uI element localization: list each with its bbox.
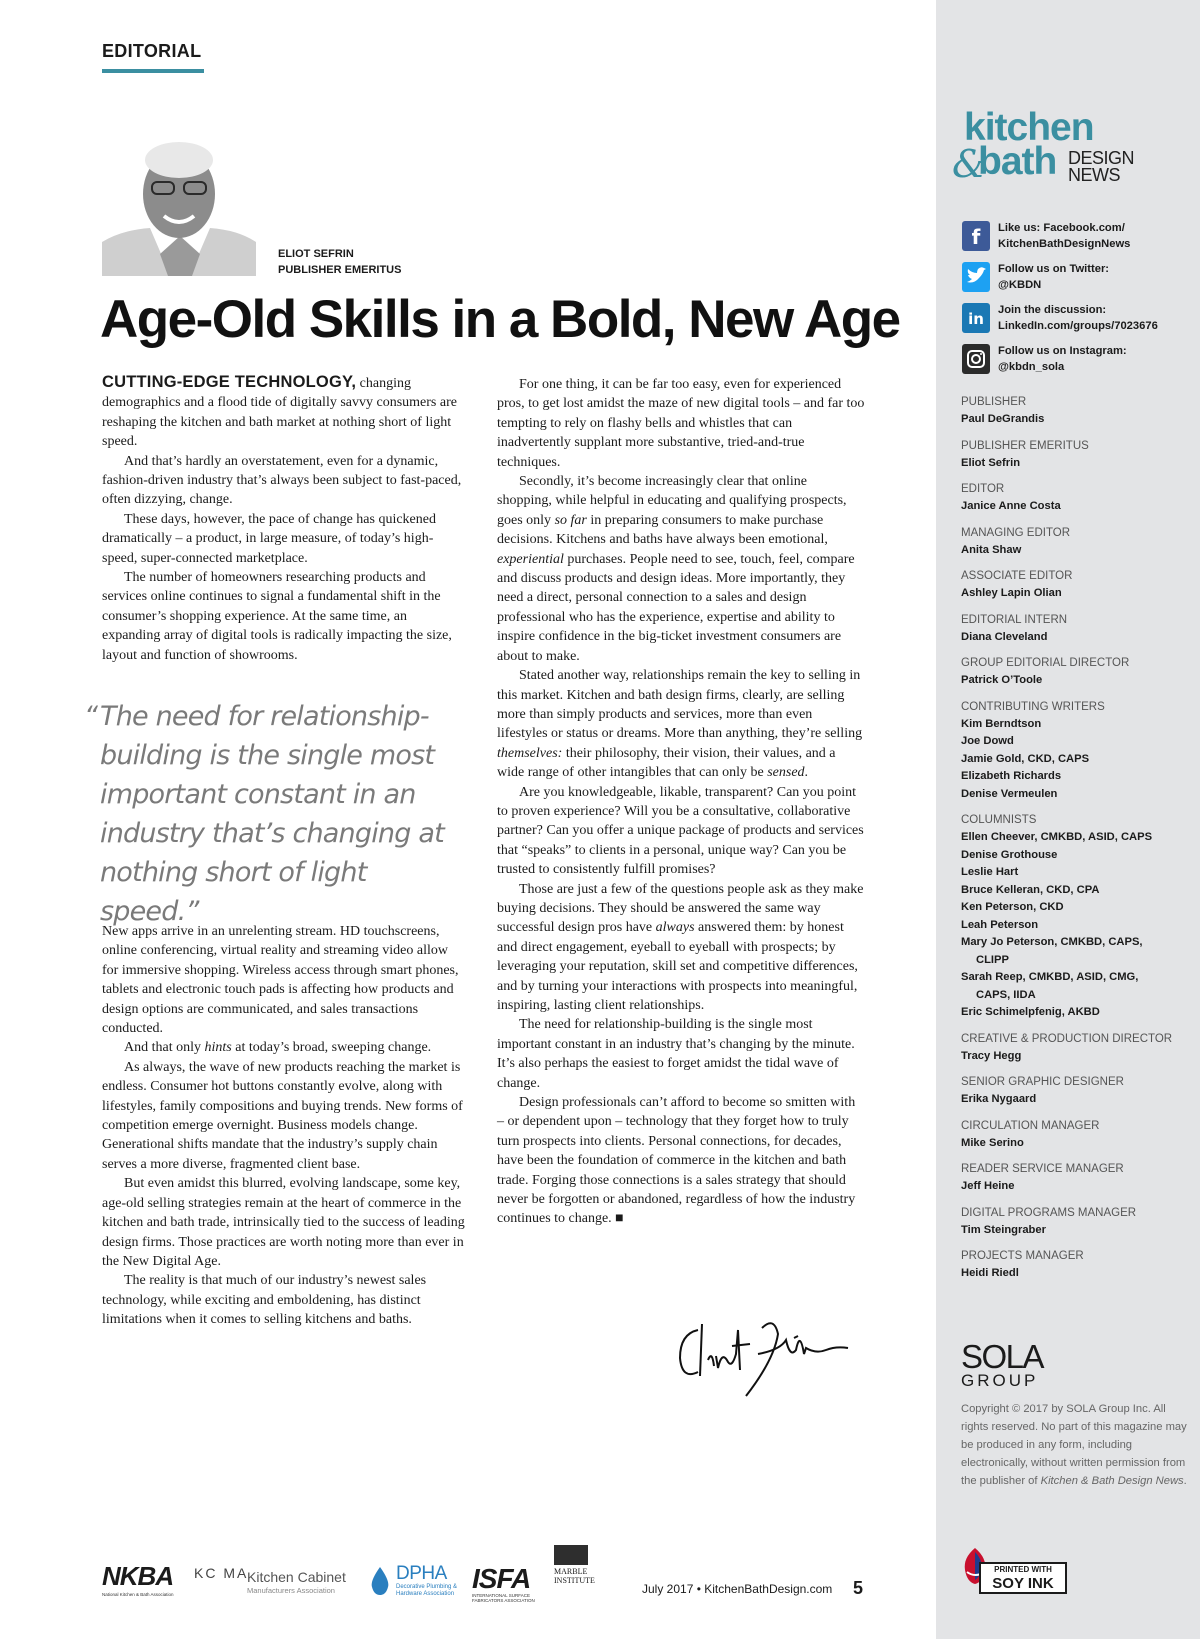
kbdn-logo — [952, 106, 1196, 192]
article-column-1-bottom — [102, 922, 467, 1330]
pull-quote-text: The need for relationship-building is the single most important constant in an industry that’s changing at nothing short of light speed.” — [100, 701, 444, 927]
masthead-entry: CIRCULATION MANAGER Mike Serino — [961, 1119, 1100, 1149]
signature — [676, 1310, 856, 1400]
paragraph: Stated another way, relationships remain the key to selling in this market. Kitchen and bath design firms, clearly, are selling more than simply products and services, more than even lifestyles or status or dreams. More than anything, they’re selling themselves: their philosophy, their vision, their values, and a wide range of other intangibles that can only be sensed. — [497, 668, 863, 781]
soy-ink-bottom-text: SOY INK — [992, 1575, 1054, 1592]
paragraph: CUTTING-EDGE TECHNOLOGY, changing demographics and a flood tide of digitally savvy consumers are reshaping the kitchen and bath market at nothing short of light speed. — [102, 373, 457, 450]
social-facebook[interactable]: f Like us: Facebook.com/ KitchenBathDesignNews — [962, 220, 1194, 261]
masthead-entry: ASSOCIATE EDITOR Ashley Lapin Olian — [961, 570, 1073, 599]
headline: Age-Old Skills in a Bold, New Age — [100, 290, 900, 349]
sola-group-logo — [961, 1338, 1044, 1390]
association-logos — [102, 1545, 602, 1605]
copyright-notice: Copyright © 2017 by SOLA Group Inc. All rights reserved. No part of this magazine may be produced in any form, including electronically, without written permission from the publisher of Kitchen & Bath Design News. — [961, 1403, 1187, 1487]
social-linkedin[interactable]: in Join the discussion: LinkedIn.com/groups/7023676 — [962, 302, 1194, 343]
author-title: PUBLISHER EMERITUS — [278, 264, 402, 276]
paragraph: New apps arrive in an unrelenting stream. HD touchscreens, online conferencing, virtual reality and streaming video allow for immersive shopping. Wireless access through smart phones, tablets and electronic touch pads is affecting how products and design options are communicated, and sales transactions conducted. — [102, 924, 459, 1037]
masthead-entry: SENIOR GRAPHIC DESIGNER Erika Nygaard — [961, 1076, 1124, 1105]
page-number: 5 — [853, 1578, 864, 1598]
paragraph: The reality is that much of our industry’s newest sales technology, while exciting and emboldening, has distinct limitations when it comes to selling kitchens and baths. — [102, 1273, 427, 1328]
paragraph: But even amidst this blurred, evolving landscape, some key, age-old selling strategies remain at the heart of commerce in the kitchen and bath trade, intrinsically tied to the success of leading design firms. Those practices are worth noting more than ever in the New Digital Age. — [102, 1176, 465, 1269]
masthead-staff-list — [961, 394, 1193, 1292]
paragraph: As always, the wave of new products reaching the market is endless. Consumer hot buttons constantly evolve, along with lifestyles, family compositions and buying trends. New forms of competition emerge overnight. Business models change. Generational shifts mandate that the industry’s supply chain serves a more diverse, fragmented client base. — [102, 1059, 463, 1172]
masthead-entry: PROJECTS MANAGER Heidi Riedl — [961, 1250, 1084, 1279]
marble-institute-name: MARBLE INSTITUTE — [554, 1567, 595, 1585]
masthead-entry: READER SERVICE MANAGER Jeff Heine — [961, 1163, 1124, 1192]
facebook-icon: f — [962, 221, 990, 251]
logo-ampersand: & — [952, 142, 986, 186]
paragraph: For one thing, it can be far too easy, even for experienced pros, to get lost amidst the maze of new digital tools – and far too tempting to rely on flashy bells and whistles that can inadvertently supplant more substantive, tried-and-true techniques. — [497, 377, 865, 470]
social-links — [962, 220, 1194, 384]
paragraph: And that only hints at today’s broad, sweeping change. — [124, 1040, 432, 1056]
byline — [278, 246, 401, 278]
masthead-entry: CREATIVE & PRODUCTION DIRECTOR Tracy Hegg — [961, 1032, 1173, 1062]
isfa-tagline: INTERNATIONAL SURFACE FABRICATORS ASSOCIATION — [472, 1593, 535, 1603]
masthead-entry: EDITORIAL INTERN Diana Cleveland — [961, 613, 1068, 643]
pull-quote — [84, 697, 464, 931]
masthead-entry: GROUP EDITORIAL DIRECTOR Patrick O’Toole — [961, 657, 1130, 686]
dpha-tagline: Decorative Plumbing & Hardware Association — [396, 1584, 458, 1597]
kcma-mark: KC MA — [194, 1565, 249, 1581]
linkedin-icon: in — [962, 303, 990, 333]
folio: July 2017 • KitchenBathDesign.com — [642, 1582, 833, 1596]
paragraph: These days, however, the pace of change has quickened dramatically – a product, in large measure, of today’s high-speed, super-connected marketplace. — [102, 511, 436, 566]
masthead-sidebar — [936, 0, 1200, 1639]
instagram-icon — [962, 344, 990, 374]
lead-in: CUTTING-EDGE TECHNOLOGY, — [102, 373, 357, 391]
logo-bath: bath — [978, 140, 1057, 183]
masthead-entry: PUBLISHER Paul DeGrandis — [961, 396, 1045, 425]
social-twitter[interactable]: Follow us on Twitter: @KBDN — [962, 261, 1194, 302]
logo-design-news: DESIGN NEWS — [1068, 148, 1135, 185]
masthead-entry: PUBLISHER EMERITUS Eliot Sefrin — [961, 439, 1089, 469]
section-underline — [102, 69, 204, 73]
paragraph: The number of homeowners researching products and services online continues to signal a fundamental shift in the consumer’s shopping experience. At the same time, an expanding array of digital tools is radically impacting the size, layout and function of showrooms. — [102, 570, 452, 663]
kcma-name: Kitchen Cabinet — [247, 1569, 346, 1585]
paragraph: And that’s hardly an overstatement, even for a dynamic, fashion-driven industry that’s always been subject to fast-paced, often dizzying, change. — [102, 453, 462, 508]
social-instagram[interactable]: Follow us on Instagram: @kbdn_sola — [962, 343, 1194, 384]
kcma-tagline: Manufacturers Association — [247, 1586, 335, 1595]
marble-institute-emblem — [554, 1545, 588, 1565]
nkba-logo: NKBA — [102, 1561, 174, 1591]
sola-wordmark: SOLA — [961, 1338, 1044, 1375]
nkba-tagline: National Kitchen & Bath Association — [102, 1592, 174, 1597]
section-label: EDITORIAL — [102, 41, 202, 61]
masthead-entry: MANAGING EDITOR Anita Shaw — [961, 526, 1071, 556]
soy-ink-top-text: PRINTED WITH — [994, 1565, 1052, 1574]
pull-quote-open-mark: “ — [84, 701, 98, 732]
soy-ink-badge — [961, 1548, 1069, 1596]
paragraph: The need for relationship-building is the single most important constant in an industry that’s changing by the minute. It’s also perhaps the easiest to forget amidst the tidal wave of change. — [497, 1017, 855, 1091]
masthead-entry: CONTRIBUTING WRITERS Kim Berndtson Joe Dowd Jamie Gold, CKD, CAPS Elizabeth Richards Denise Vermeulen — [961, 700, 1105, 800]
masthead-entry: DIGITAL PROGRAMS MANAGER Tim Steingraber — [961, 1206, 1137, 1236]
dpha-logo: DPHA — [396, 1563, 447, 1584]
sola-group-wordmark: GROUP — [961, 1371, 1039, 1390]
author-name: ELIOT SEFRIN — [278, 248, 354, 260]
masthead-entry: COLUMNISTS Ellen Cheever, CMKBD, ASID, CAPS Denise Grothouse Leslie Hart Bruce Kelleran, CKD, CPA Ken Peterson, CKD Leah Peterson Mary Jo Peterson, CMKBD, CAPS, CLIPP Sarah Reep, CMKBD, ASID, CMG, CAPS, IIDA Eric Schimelpfenig, AKBD — [961, 814, 1153, 1018]
paragraph: Are you knowledgeable, likable, transparent? Can you point to proven experience? Will you be a consultative, collaborative partner? Can you offer a unique package of products and services that “speaks” to clients in a personal, unique way? Can you be trusted to consistently fulfill promises? — [497, 784, 864, 878]
paragraph: Those are just a few of the questions people ask as they make buying decisions. They should be answered the same way successful design pros have always answered them: by honest and direct engagement, eyeball to eyeball with prospects; by leveraging your reputation, skill set and competitive differences, and by turning your interactions with prospects into meaningful, inspiring, lasting client relationships. — [497, 881, 864, 1013]
twitter-icon — [962, 262, 990, 292]
paragraph: Secondly, it’s become increasingly clear that online shopping, while helpful in educating and qualifying prospects, goes only so far in preparing consumers to make purchase decisions. Kitchens and baths have always been emotional, experiential purchases. People need to see, touch, feel, compare and discuss products and design ideas. More importantly, they need a direct, personal connection to a sales and design professional who has the experience, expertise and ability to inspire confidence in the big-ticket investment consumers are about to make. — [497, 474, 855, 664]
isfa-logo: ISFA — [472, 1563, 531, 1594]
article-column-2 — [497, 375, 865, 1229]
logo-kitchen: kitchen — [964, 106, 1094, 149]
paragraph: Design professionals can’t afford to become so smitten with – or dependent upon – technology that they forget how to truly turn prospects into clients. Personal connections, for decades, have been the foundation of commerce in the kitchen and bath trade. Forging those connections is a sales strategy that should never be forgotten or abandoned, regardless of how the industry continues to change. ■ — [497, 1095, 856, 1227]
masthead-entry: EDITOR Janice Anne Costa — [961, 483, 1061, 512]
water-drop-icon — [370, 1567, 390, 1595]
article-column-1-top — [102, 373, 467, 665]
author-portrait — [102, 124, 256, 276]
